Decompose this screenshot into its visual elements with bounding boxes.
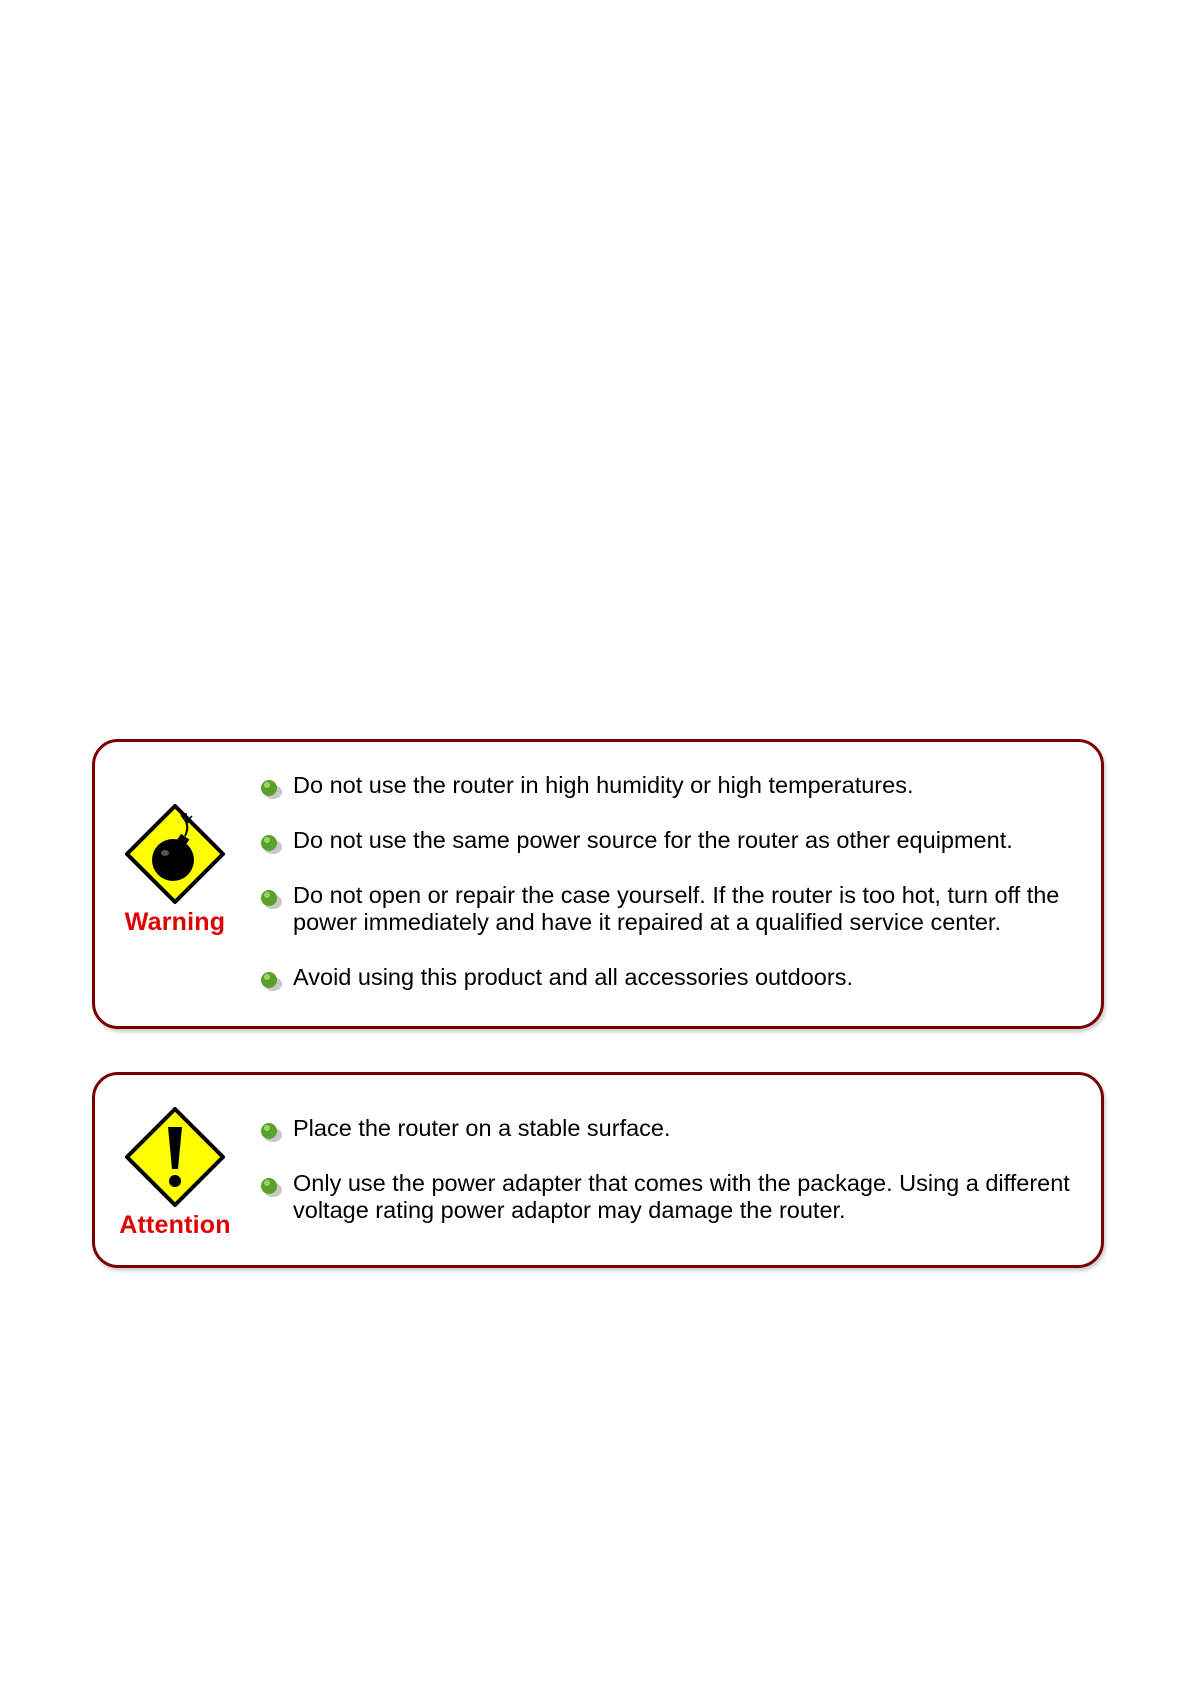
green-bullet-icon	[259, 969, 283, 993]
attention-box	[92, 1072, 1104, 1268]
list-item	[259, 1115, 1077, 1142]
list-item-text: Do not use the same power source for the router as other equipment.	[293, 827, 1013, 853]
green-bullet-icon	[259, 887, 283, 911]
attention-list	[259, 1115, 1077, 1224]
warning-list	[259, 772, 1077, 991]
list-item-text: Place the router on a stable surface.	[293, 1115, 671, 1141]
warning-box	[92, 739, 1104, 1029]
list-item	[259, 772, 1077, 799]
warning-label: Warning	[124, 908, 226, 936]
green-bullet-icon	[259, 1120, 283, 1144]
list-item-text: Avoid using this product and all accessories outdoors.	[293, 964, 853, 990]
green-bullet-icon	[259, 1175, 283, 1199]
list-item-text: Do not open or repair the case yourself. If the router is too hot, turn off the power immediately and have it repaired at a qualified service center.	[293, 882, 1060, 935]
warning-sign	[115, 802, 235, 937]
bomb-warning-sign-icon	[123, 802, 227, 906]
green-bullet-icon	[259, 777, 283, 801]
list-item	[259, 1170, 1077, 1224]
list-item	[259, 964, 1077, 991]
exclamation-warning-sign-icon	[123, 1105, 227, 1209]
list-item	[259, 882, 1077, 936]
list-item-text: Only use the power adapter that comes with the package. Using a different voltage rating power adaptor may damage the router.	[293, 1170, 1070, 1223]
green-bullet-icon	[259, 832, 283, 856]
list-item-text: Do not use the router in high humidity or high temperatures.	[293, 772, 914, 798]
attention-label: Attention	[119, 1211, 231, 1239]
list-item	[259, 827, 1077, 854]
attention-sign	[115, 1105, 235, 1240]
